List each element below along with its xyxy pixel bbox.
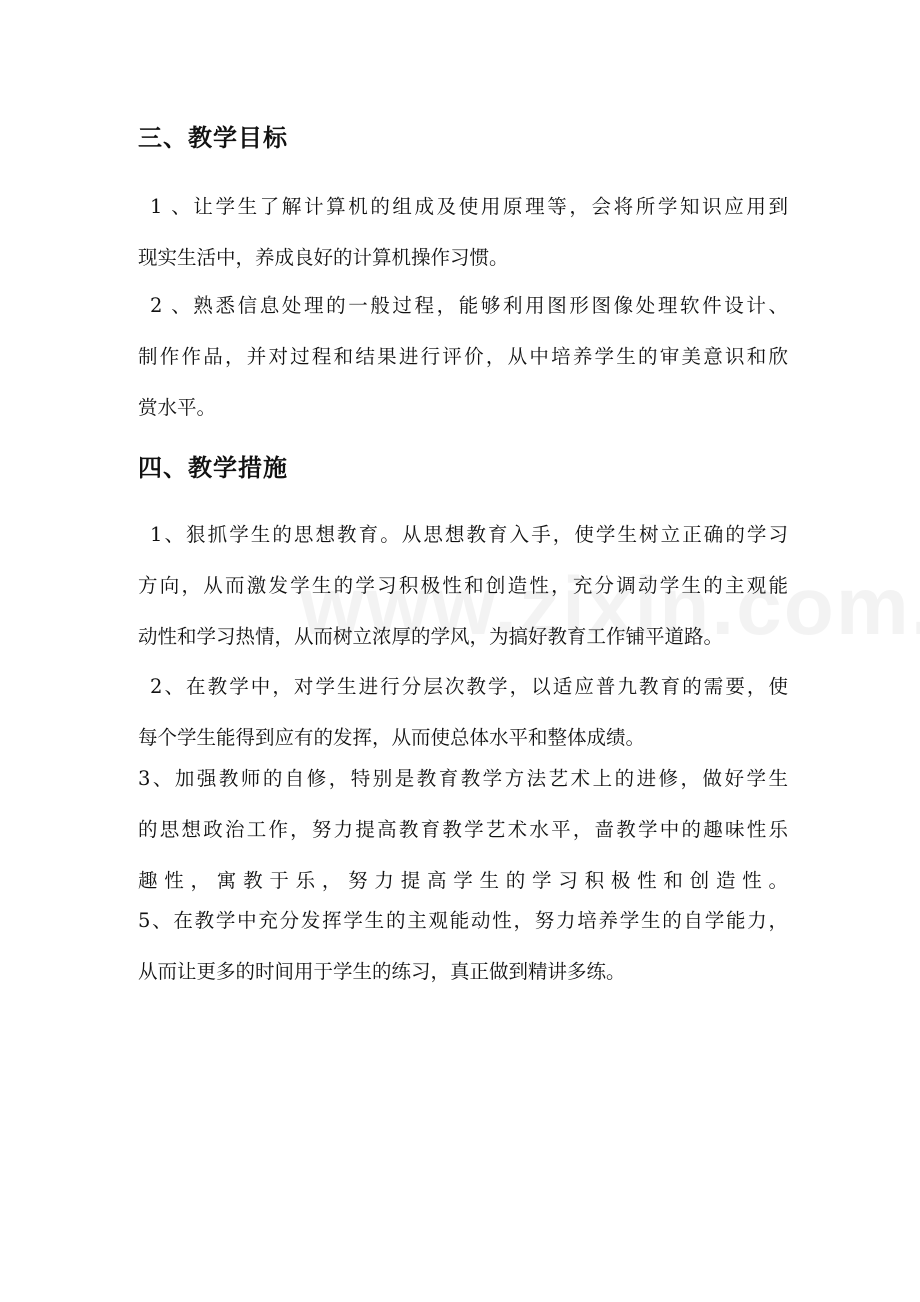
paragraph-line: 的思想政治工作，努力提高教育教学艺术水平，啬教学中的趣味性乐	[138, 818, 788, 841]
paragraph-line: 方向，从而激发学生的学习积极性和创造性，充分调动学生的主观能	[138, 574, 788, 597]
paragraph-line: 每个学生能得到应有的发挥，从而使总体水平和整体成绩。	[138, 726, 646, 749]
section-4-item-2	[138, 661, 788, 763]
paragraph-line: 3、加强教师的自修，特别是教育教学方法艺术上的进修，做好学生	[138, 767, 788, 790]
section-4-heading: 四、教学措施	[138, 454, 288, 482]
paragraph-line: 1、狠抓学生的思想教育。从思想教育入手，使学生树立正确的学习	[150, 523, 788, 546]
section-3-item-1	[138, 181, 788, 283]
paragraph-line: 赏水平。	[138, 396, 217, 419]
paragraph-line: 趣性，寓教于乐，努力提高学生的学习积极性和创造性。	[138, 869, 788, 892]
section-3-heading: 三、教学目标	[138, 124, 288, 152]
paragraph-line: 1 、让学生了解计算机的组成及使用原理等，会将所学知识应用到	[150, 195, 788, 218]
section-3-item-2	[138, 280, 788, 433]
section-4-item-5	[138, 895, 788, 997]
section-4-item-3	[138, 753, 788, 906]
paragraph-line: 从而让更多的时间用于学生的练习，真正做到精讲多练。	[138, 960, 626, 983]
paragraph-line: 动性和学习热情，从而树立浓厚的学风，为搞好教育工作铺平道路。	[138, 625, 724, 648]
paragraph-line: 制作作品，并对过程和结果进行评价，从中培养学生的审美意识和欣	[138, 345, 788, 368]
section-4-item-1	[138, 509, 788, 662]
paragraph-line: 2 、熟悉信息处理的一般过程，能够利用图形图像处理软件设计、	[150, 294, 788, 317]
paragraph-line: 2、在教学中，对学生进行分层次教学，以适应普九教育的需要，使	[150, 675, 788, 698]
paragraph-line: 现实生活中，养成良好的计算机操作习惯。	[138, 246, 509, 269]
paragraph-line: 5、在教学中充分发挥学生的主观能动性，努力培养学生的自学能力，	[138, 909, 788, 932]
